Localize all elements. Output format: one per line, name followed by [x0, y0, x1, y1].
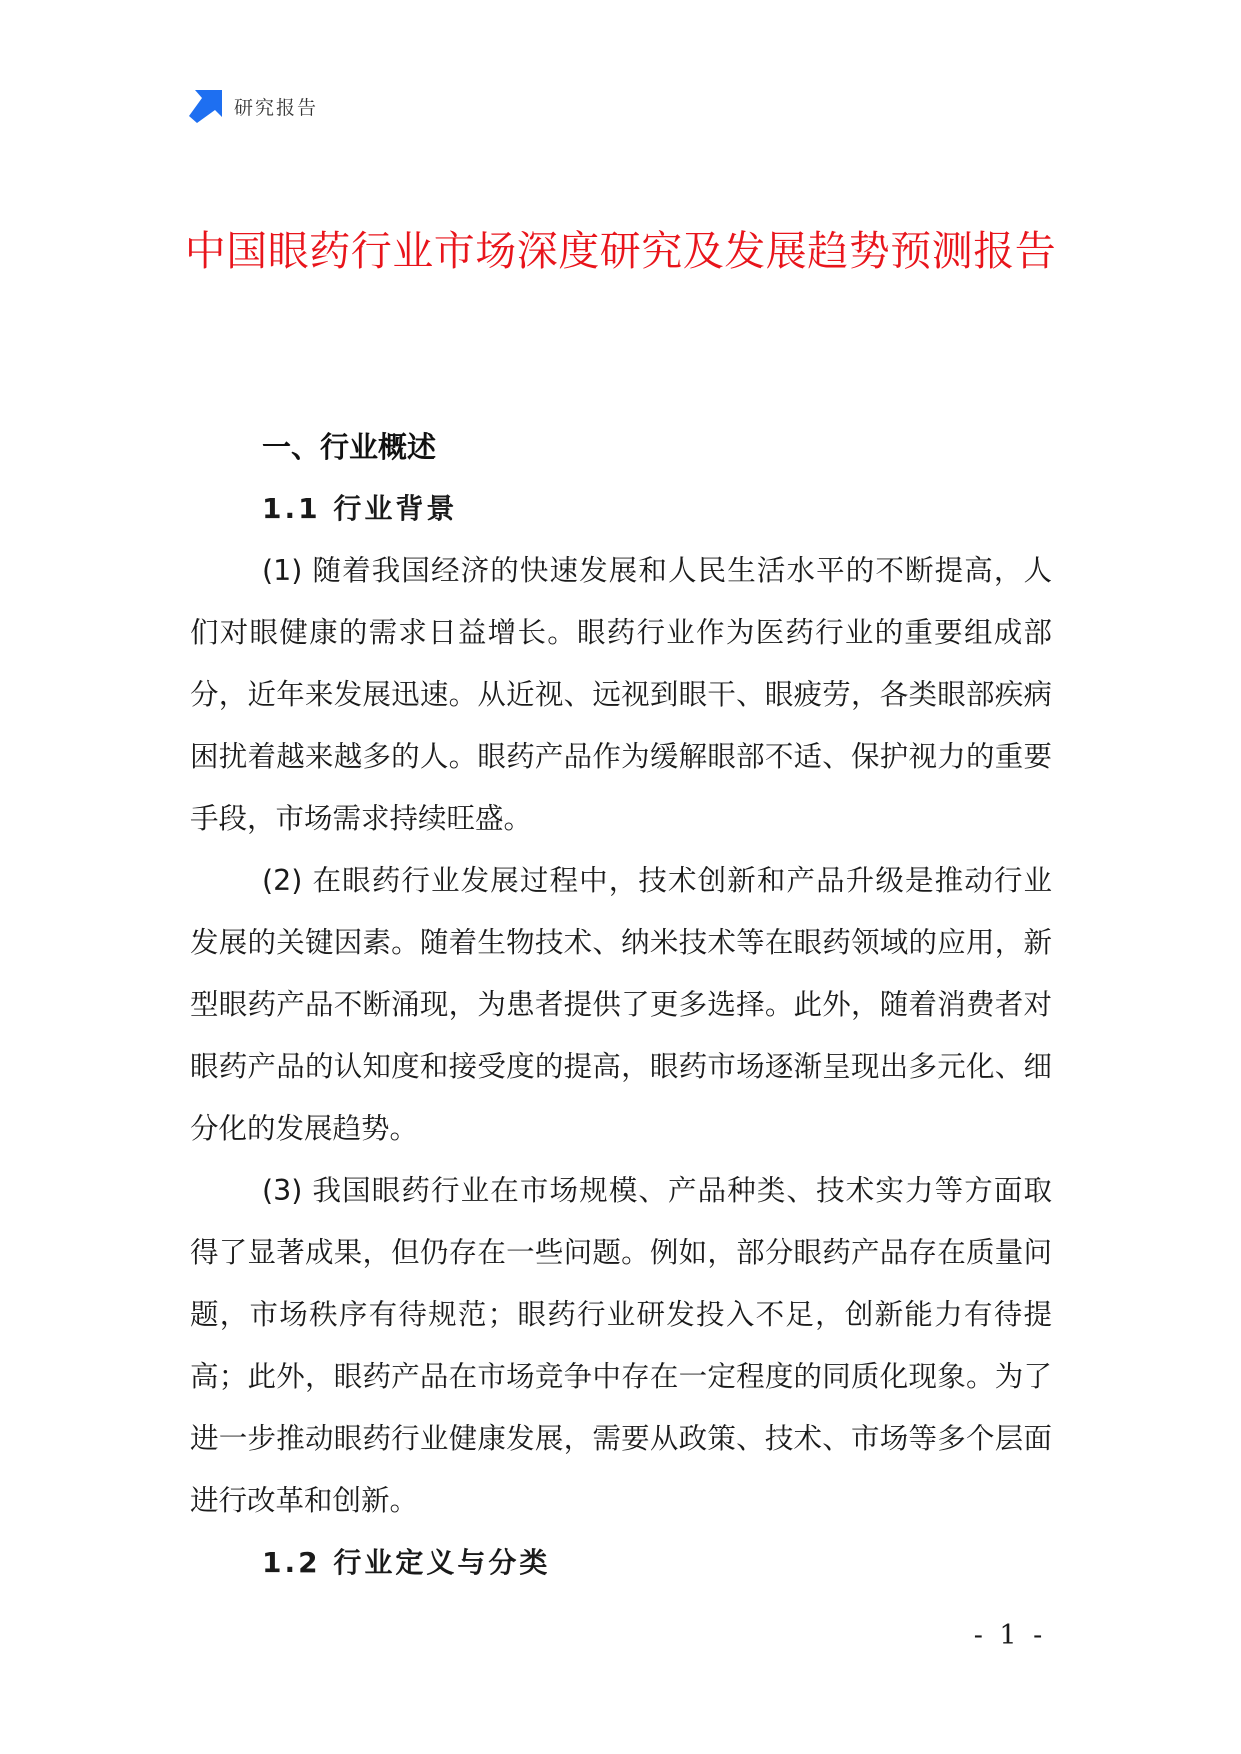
document-title: 中国眼药行业市场深度研究及发展趋势预测报告 — [184, 227, 1057, 275]
header-label: 研究报告 — [234, 96, 319, 119]
paragraph: (3) 我国眼药行业在市场规模、产品种类、技术实力等方面取得了显著成果，但仍存在一些问题。例如，部分眼药产品存在质量问题，市场秩序有待规范；眼药行业研发投入不足，创新能力有待提高；此外，眼药产品在市场竞争中存在一定程度的同质化现象。为了进一步推动眼药行业健康发展，需要从政策、技术、市场等多个层面进行改革和创新。 — [190, 1174, 1052, 1517]
paragraph: (2) 在眼药行业发展过程中，技术创新和产品升级是推动行业发展的关键因素。随着生物技术、纳米技术等在眼药领域的应用，新型眼药产品不断涌现，为患者提供了更多选择。此外，随着消费者对眼药产品的认知度和接受度的提高，眼药市场逐渐呈现出多元化、细分化的发展趋势。 — [190, 864, 1052, 1145]
subsection-heading: 1.1 行业背景 — [262, 492, 458, 525]
arrow-up-right-icon — [189, 90, 222, 123]
paragraph: (1) 随着我国经济的快速发展和人民生活水平的不断提高，人们对眼健康的需求日益增长。眼药行业作为医药行业的重要组成部分，近年来发展迅速。从近视、远视到眼干、眼疲劳，各类眼部疾病困扰着越来越多的人。眼药产品作为缓解眼部不适、保护视力的重要手段，市场需求持续旺盛。 — [190, 554, 1052, 835]
page-header — [189, 88, 318, 124]
subsection-heading: 1.2 行业定义与分类 — [262, 1546, 551, 1579]
page-number: - 1 - — [973, 1620, 1047, 1651]
section-heading: 一、行业概述 — [262, 430, 437, 464]
document-body — [190, 416, 1052, 1594]
